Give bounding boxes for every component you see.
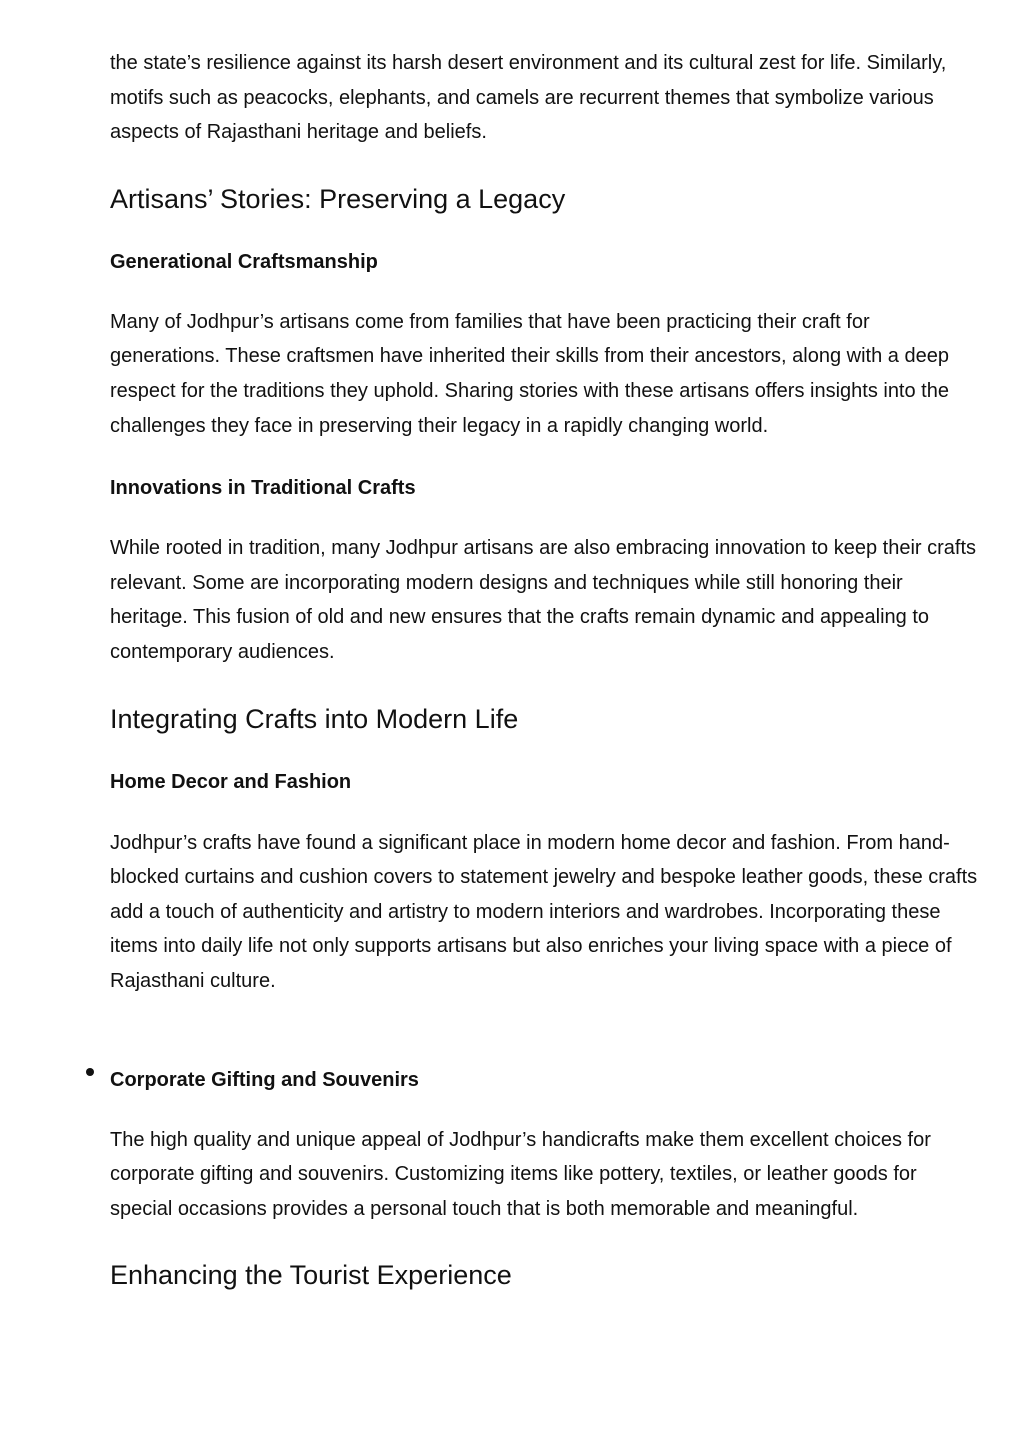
intro-paragraph: the state’s resilience against its harsh desert environment and its cultural zest for life. Similarly, motifs such as peacocks, elephants, and camels are recurrent themes that symbolize various aspects of Rajasthani heritage and beliefs.: [110, 52, 947, 144]
paragraph-home-decor: Jodhpur’s crafts have found a significant place in modern home decor and fashion. From hand-blocked curtains and cushion covers to statement jewelry and bespoke leather goods, these crafts add a touch of authenticity and artistry to modern interiors and wardrobes. Incorporating these items into daily life not only supports artisans but also enriches your living space with a piece of Rajasthani culture.: [110, 831, 978, 992]
paragraph-innovations: While rooted in tradition, many Jodhpur artisans are also embracing innovation to keep their crafts relevant. Some are incorporating modern designs and techniques while still honoring their heritage. This fusion of old and new ensures that the crafts remain dynamic and appealing to contemporary audiences.: [110, 537, 977, 663]
subsection-heading-home-decor: Home Decor and Fashion: [110, 770, 352, 793]
section-heading-tourist-experience: Enhancing the Tourist Experience: [110, 1260, 512, 1291]
subsection-heading-generational-craftsmanship: Generational Craftsmanship: [110, 250, 378, 273]
paragraph-generational-craftsmanship: Many of Jodhpur’s artisans come from families that have been practicing their craft for generations. These craftsmen have inherited their skills from their ancestors, along with a deep respect for the traditions they uphold. Sharing stories with these artisans offers insights into the challenges they face in preserving their legacy in a rapidly changing world.: [110, 310, 949, 437]
section-heading-artisans-stories: Artisans’ Stories: Preserving a Legacy: [110, 183, 566, 214]
document-page: [110, 46, 980, 1292]
subsection-heading-corporate-gifting: Corporate Gifting and Souvenirs: [110, 1068, 419, 1091]
list-bullet: [86, 1068, 94, 1076]
paragraph-corporate-gifting: The high quality and unique appeal of Jodhpur’s handicrafts make them excellent choices for corporate gifting and souvenirs. Customizing items like pottery, textiles, or leather goods for special occasions provides a personal touch that is both memorable and meaningful.: [110, 1128, 931, 1220]
section-heading-integrating-crafts: Integrating Crafts into Modern Life: [110, 703, 519, 734]
subsection-heading-innovations: Innovations in Traditional Crafts: [110, 477, 416, 500]
